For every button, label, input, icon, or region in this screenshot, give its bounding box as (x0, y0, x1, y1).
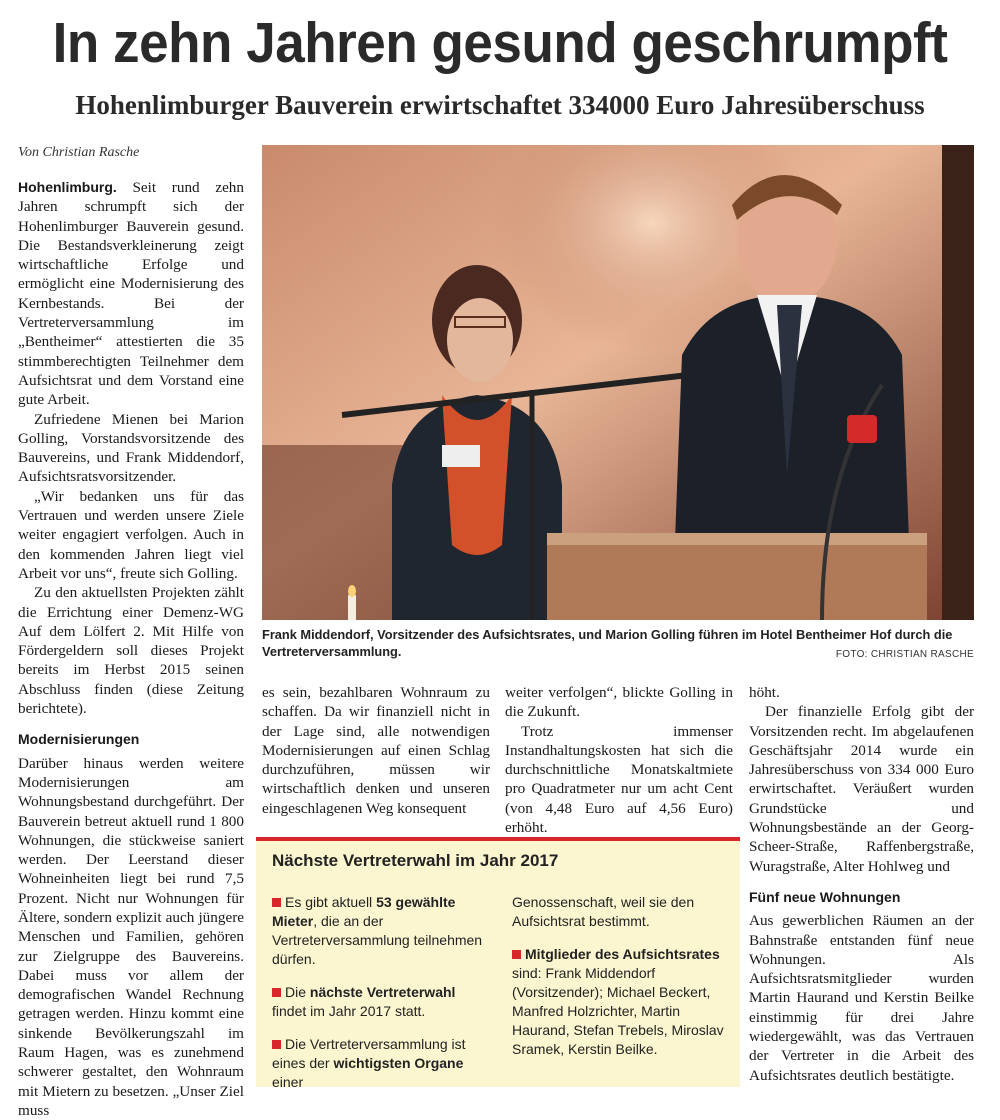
paragraph: Trotz immenser Instandhaltungskosten hat sich die durchschnittliche Monatskaltmiete pro Quadratmeter nur um acht Cent (von 4,48 Euro auf 4,56 Euro) erhöht. (505, 722, 733, 837)
photo-credit: FOTO: CHRISTIAN RASCHE (835, 649, 974, 660)
info-bullet: Mitglieder des Aufsichtsrates sind: Frank Middendorf (Vorsitzender); Michael Beckert, Manfred Holzrichter, Martin Haurand, Stefan Trebels, Miroslav Sramek, Kerstin Beilke. (512, 946, 724, 1057)
article-column-3 (505, 683, 733, 837)
info-box (256, 837, 740, 1090)
paragraph: Zu den aktuellsten Projekten zählt die Errichtung einer Demenz-WG Auf dem Lölfert 2. Mit Hilfe von Fördergeldern soll dieses Projekt bereits im Herbst 2015 seinen Abschluss finden (diese Zeitung berichtete). (18, 584, 244, 718)
paragraph: Darüber hinaus werden weitere Modernisierungen am Wohnungsbestand durchgeführt. Der Bauverein betreut aktuell rund 1 800 Wohnungen, die stückweise saniert werden. Der Leerstand dieser Wohneinheiten liegt bei rund 7,5 Prozent. Nicht nur Wohnungen für Ältere, sondern explizit auch jüngere Menschen und Familien, gehören zur Zielgruppe des Bauvereins. Dabei muss vor allem der demografischen Wandel Rechnung getragen werden. Hinzu kommt eine sinkende Bevölkerungszahl im Raum Hagen, was es zunehmend schwerer gestaltet, den Wohnraum mit Mietern zu besetzen. „Unser Ziel muss (18, 754, 244, 1119)
info-box-column-1 (272, 893, 492, 1106)
paragraph: Aus gewerblichen Räumen an der Bahnstraße entstanden fünf neue Wohnungen. Als Aufsichtsratsmitglieder wurden Martin Haurand und Kerstin Beilke einstimmig für drei Jahre wiedergewählt, was das Vertrauen der Vertreter in die Arbeit des Aufsichtsrates deutlich bestätigte. (749, 912, 974, 1084)
article-column-1 (18, 178, 244, 1120)
paragraph: höht. (749, 684, 780, 701)
paragraph: weiter verfolgen“, blickte Golling in die Zukunft. (505, 684, 733, 721)
subheading-fuenf-neue-wohnungen: Fünf neue Wohnungen (749, 888, 901, 905)
byline: Von Christian Rasche (18, 145, 140, 160)
headline: In zehn Jahren gesund geschrumpft (52, 11, 948, 75)
paragraph: Der finanzielle Erfolg gibt der Vorsitzenden recht. Im abgelaufenen Geschäftsjahr 2014 wurde ein Jahresüberschuss von 334 000 Euro erwirtschaftet. Veräußert wurden Grundstücke und Wohnungsbestände an der Georg-Scheer-Straße, Raffenbergstraße, Wuragstraße, Alter Hohlweg und (749, 703, 974, 875)
article-column-4 (749, 683, 974, 1085)
article-column-2 (262, 683, 490, 818)
bullet-square-icon (512, 950, 521, 959)
info-bullet: Die nächste Vertreterwahl findet im Jahr 2017 statt. (272, 984, 456, 1019)
info-continuation: Genossenschaft, weil sie den Aufsichtsrat bestimmt. (512, 894, 695, 929)
bullet-square-icon (272, 1040, 281, 1049)
paragraph: „Wir bedanken uns für das Vertrauen und werden unsere Ziele weiter engagiert verfolgen. Auch in den kommenden Jahren liegt viel Arbeit vor uns“, freute sich Golling. (18, 487, 244, 582)
paragraph: Zufriedene Mienen bei Marion Golling, Vorstandsvorsitzende des Bauvereins, und Frank Middendorf, Aufsichtsratsvorsitzender. (18, 410, 244, 486)
photo-caption: Frank Middendorf, Vorsitzender des Aufsichtsrates, und Marion Golling führen im Hotel Bentheimer Hof durch die Vertreterversammlung. (262, 627, 953, 659)
info-box-title: Nächste Vertreterwahl im Jahr 2017 (272, 851, 559, 870)
bullet-square-icon (272, 898, 281, 907)
paragraph: Hohenlimburg. Seit rund zehn Jahren schrumpft sich der Hohenlimburger Bauverein gesund. Die Bestandsverkleinerung zeigt wirtschaftliche Erfolge und ermöglicht eine Modernisierung des Kernbestands. Bei der Vertreterversammlung im „Bentheimer“ attestierten die 35 stimmberechtigten Teilnehmer dem Aufsichtsrat und dem Vorstand eine gute Arbeit. (18, 179, 244, 409)
subheadline: Hohenlimburger Bauverein erwirtschaftet 334000 Euro Jahresüberschuss (75, 90, 925, 120)
paragraph: es sein, bezahlbaren Wohnraum zu schaffen. Da wir finanziell nicht in der Lage sind, alle notwendigen Modernisierungen auf einen Schlag durchzuführen, müssen wir wirtschaftlich denken und unseren eingeschlagenen Weg konsequent (262, 684, 490, 817)
article-photo (262, 145, 974, 620)
dateline: Hohenlimburg. (18, 179, 117, 195)
info-bullet: Die Vertreterversammlung ist eines der wichtigsten Organe einer (272, 1036, 466, 1090)
info-box-column-2 (512, 893, 728, 1073)
info-bullet: Es gibt aktuell 53 gewählte Mieter, die an der Vertreterversammlung teilnehmen dürfen. (272, 894, 483, 967)
bullet-square-icon (272, 988, 281, 997)
subheading-modernisierungen: Modernisierungen (18, 731, 140, 748)
